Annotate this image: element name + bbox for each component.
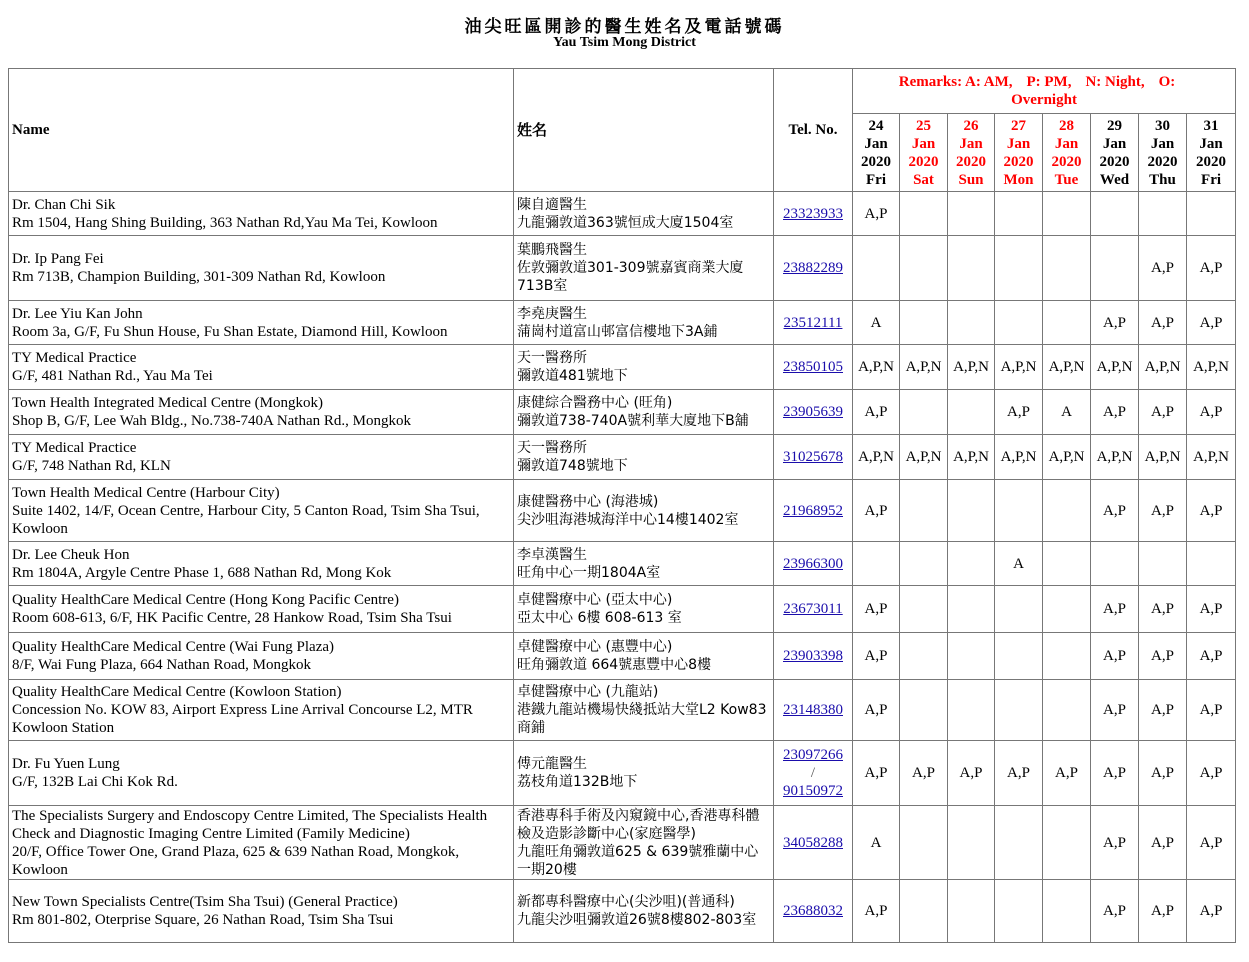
page-title-zh: 油尖旺區開診的醫生姓名及電話號碼 (464, 17, 785, 37)
session-cell: A,P (1091, 301, 1139, 345)
session-cell (1091, 236, 1139, 301)
session-cell (948, 480, 995, 542)
date-day: 28 (1059, 117, 1074, 134)
tel-cell (774, 880, 853, 943)
session-cell: A,P (853, 480, 900, 542)
session-cell (1139, 542, 1187, 586)
table-row (9, 806, 1236, 880)
tel-link[interactable]: 23148380 (783, 702, 843, 718)
session-cell (900, 301, 948, 345)
chinese-name-cell (514, 633, 774, 680)
session-cell (900, 542, 948, 586)
doctor-name-cell (9, 236, 514, 301)
tel-separator: / (810, 765, 816, 781)
session-cell: A,P (1091, 880, 1139, 943)
session-cell (1043, 880, 1091, 943)
tel-cell (774, 680, 853, 741)
session-cell: A,P (853, 741, 900, 806)
session-cell: A,P (1139, 880, 1187, 943)
session-cell: A,P (1187, 480, 1236, 542)
session-cell: A,P,N (1187, 345, 1236, 390)
doctor-name: Quality HealthCare Medical Centre (Wai Fung Plaza) (12, 639, 335, 655)
date-header (948, 114, 995, 192)
session-cell (995, 586, 1043, 633)
session-cell (948, 390, 995, 435)
date-dow: Fri (1201, 171, 1222, 188)
doctor-address: Room 3a, G/F, Fu Shun House, Fu Shan Estate, Diamond Hill, Kowloon (12, 323, 448, 340)
session-cell (995, 301, 1043, 345)
session-cell: A,P (853, 880, 900, 943)
doctor-name: TY Medical Practice (12, 440, 137, 456)
doctor-chinese-address: 旺角彌敦道 664號惠豐中心8樓 (517, 657, 712, 673)
doctor-address: G/F, 132B Lai Chi Kok Rd. (12, 774, 178, 790)
date-day: 27 (1011, 117, 1026, 134)
session-cell (853, 236, 900, 301)
session-cell: A (853, 806, 900, 880)
date-yr: 2020 (1099, 153, 1130, 170)
doctor-name: Dr. Lee Cheuk Hon (12, 546, 130, 563)
session-cell: A,P (1187, 390, 1236, 435)
session-cell (900, 680, 948, 741)
session-cell (1043, 542, 1091, 586)
date-mon: Jan (1150, 135, 1175, 152)
doctor-chinese-address: 旺角中心一期1804A室 (517, 564, 661, 581)
date-day: 26 (963, 117, 979, 134)
session-cell: A,P (1091, 741, 1139, 806)
tel-link[interactable]: 23512111 (783, 314, 843, 331)
session-cell: A,P (1139, 480, 1187, 542)
session-cell: A,P,N (948, 435, 995, 480)
session-cell (995, 880, 1043, 943)
session-cell (948, 586, 995, 633)
session-cell: A,P (853, 680, 900, 741)
date-day: 25 (916, 117, 931, 134)
chinese-name-cell (514, 301, 774, 345)
session-cell: A,P (1187, 806, 1236, 880)
doctor-chinese-name: 傅元龍醫生 (517, 756, 587, 772)
tel-link[interactable]: 21968952 (783, 502, 843, 519)
doctor-name: Quality HealthCare Medical Centre (Hong Kong Pacific Centre) (12, 592, 399, 608)
chinese-name-cell (514, 236, 774, 301)
date-mon: Jan (959, 135, 983, 152)
table-row (9, 435, 1236, 480)
session-cell (900, 390, 948, 435)
session-cell (900, 192, 948, 236)
table-row (9, 586, 1236, 633)
date-day: 29 (1107, 117, 1122, 134)
date-yr: 2020 (1147, 153, 1178, 170)
header-tel: Tel. No. (774, 69, 853, 192)
doctor-chinese-address: 九龍彌敦道363號恒成大廈1504室 (517, 214, 734, 231)
doctor-chinese-address: 彌敦道738-740A號利華大廈地下B舖 (517, 413, 749, 429)
doctor-chinese-name: 香港專科手術及內窺鏡中心,香港專科體檢及造影診斷中心(家庭醫學) (517, 807, 760, 842)
tel-cell (774, 586, 853, 633)
table-row (9, 236, 1236, 301)
date-header (1139, 114, 1187, 192)
date-yr: 2020 (1051, 153, 1082, 170)
header-name: Name (9, 69, 514, 192)
tel-link[interactable]: 23882289 (783, 260, 843, 276)
table-row (9, 480, 1236, 542)
doctor-chinese-name: 天一醫務所 (517, 440, 587, 456)
session-cell (995, 680, 1043, 741)
date-mon: Jan (1102, 135, 1127, 152)
doctor-name-cell (9, 192, 514, 236)
chinese-name-cell (514, 586, 774, 633)
date-mon: Jan (1199, 135, 1223, 152)
session-cell: A,P (1139, 236, 1187, 301)
session-cell (1043, 480, 1091, 542)
session-cell (995, 633, 1043, 680)
session-cell: A,P,N (995, 345, 1043, 390)
date-dow: Sat (913, 171, 934, 188)
session-cell: A (853, 301, 900, 345)
remarks-am: Remarks: A: AM, (898, 74, 1013, 90)
doctor-name-cell (9, 680, 514, 741)
session-cell: A,P,N (995, 435, 1043, 480)
tel-link[interactable]: 34058288 (783, 834, 843, 851)
session-cell (1139, 192, 1187, 236)
session-cell: A,P (1139, 301, 1187, 345)
table-row (9, 390, 1236, 435)
tel-cell (774, 435, 853, 480)
chinese-name-cell (514, 542, 774, 586)
session-cell: A,P,N (1139, 345, 1187, 390)
table-row (9, 680, 1236, 741)
chinese-name-cell (514, 192, 774, 236)
date-dow: Sun (958, 171, 984, 188)
session-cell: A,P (1187, 880, 1236, 943)
tel-link[interactable]: 90150972 (783, 783, 843, 799)
doctor-name: Quality HealthCare Medical Centre (Kowloon Station) (12, 684, 342, 700)
doctor-name: The Specialists Surgery and Endoscopy Centre Limited, The Specialists Health Check and Diagnostic Imaging Centre Limited (Family Medicine) (12, 807, 488, 842)
doctor-name-cell (9, 633, 514, 680)
doctor-chinese-name: 卓健醫療中心 (亞太中心) (517, 592, 673, 608)
session-cell: A,P (1187, 741, 1236, 806)
date-yr: 2020 (861, 153, 891, 170)
date-day: 24 (868, 117, 884, 134)
doctor-address: Rm 1504, Hang Shing Building, 363 Nathan Rd,Yau Ma Tei, Kowloon (12, 214, 438, 231)
doctor-name: Dr. Chan Chi Sik (12, 196, 116, 213)
session-cell (948, 236, 995, 301)
doctor-address: Rm 1804A, Argyle Centre Phase 1, 688 Nathan Rd, Mong Kok (12, 564, 392, 581)
session-cell: A,P (900, 741, 948, 806)
doctor-chinese-name: 李堯庚醫生 (517, 305, 587, 322)
remarks-overnight: Overnight (1011, 92, 1077, 108)
session-cell (1043, 236, 1091, 301)
doctor-chinese-name: 李卓漢醫生 (517, 546, 587, 563)
doctor-chinese-name: 陳自適醫生 (517, 196, 587, 213)
date-day: 30 (1155, 117, 1170, 134)
doctor-name: Dr. Lee Yiu Kan John (12, 305, 143, 322)
doctor-chinese-address: 尖沙咀海港城海洋中心14樓1402室 (517, 511, 739, 528)
session-cell: A,P (1187, 586, 1236, 633)
doctor-address: 8/F, Wai Fung Plaza, 664 Nathan Road, Mongkok (12, 657, 311, 673)
chinese-name-cell (514, 680, 774, 741)
table-row (9, 542, 1236, 586)
session-cell (900, 480, 948, 542)
session-cell: A,P (1187, 301, 1236, 345)
session-cell: A,P (995, 390, 1043, 435)
tel-link[interactable]: 31025678 (783, 449, 843, 465)
doctor-address: 20/F, Office Tower One, Grand Plaza, 625 & 639 Nathan Road, Mongkok, Kowloon (12, 843, 460, 878)
chinese-name-cell (514, 480, 774, 542)
date-yr: 2020 (908, 153, 939, 170)
header-chinese-name: 姓名 (514, 69, 774, 192)
session-cell (948, 301, 995, 345)
session-cell (948, 192, 995, 236)
session-cell: A,P,N (1091, 345, 1139, 390)
session-cell: A,P (1091, 680, 1139, 741)
session-cell (948, 806, 995, 880)
session-cell (1091, 542, 1139, 586)
chinese-name-cell (514, 880, 774, 943)
doctor-name-cell (9, 345, 514, 390)
chinese-name-cell (514, 345, 774, 390)
date-dow: Wed (1099, 171, 1130, 188)
session-cell (1043, 633, 1091, 680)
session-cell (995, 480, 1043, 542)
doctor-name-cell (9, 880, 514, 943)
doctor-chinese-address: 佐敦彌敦道301-309號嘉賓商業大廈713B室 (517, 260, 744, 294)
remarks-overnight-code: O: (1158, 74, 1176, 90)
session-cell: A,P,N (1091, 435, 1139, 480)
session-cell: A,P (1091, 586, 1139, 633)
doctor-chinese-address: 荔枝角道132B地下 (517, 774, 638, 790)
session-cell: A,P (853, 390, 900, 435)
doctor-name: Town Health Integrated Medical Centre (Mongkok) (12, 395, 323, 411)
session-cell (948, 633, 995, 680)
doctor-address: Suite 1402, 14/F, Ocean Centre, Harbour City, 5 Canton Road, Tsim Sha Tsui, Kowloon (12, 502, 480, 537)
tel-cell (774, 633, 853, 680)
doctor-address: Concession No. KOW 83, Airport Express Line Arrival Concourse L2, MTR Kowloon Station (12, 702, 473, 736)
session-cell: A,P (1091, 480, 1139, 542)
doctor-chinese-address: 九龍旺角彌敦道625 & 639號雅蘭中心一期20樓 (517, 843, 759, 878)
session-cell (900, 880, 948, 943)
tel-link[interactable]: 23905639 (783, 404, 843, 420)
session-cell: A,P (1091, 806, 1139, 880)
session-cell (948, 542, 995, 586)
date-mon: Jan (911, 135, 936, 152)
session-cell: A,P (1139, 390, 1187, 435)
doctor-chinese-address: 九龍尖沙咀彌敦道26號8樓802-803室 (517, 912, 757, 928)
session-cell: A,P (1043, 741, 1091, 806)
date-dow: Fri (866, 171, 886, 188)
session-cell: A,P,N (900, 345, 948, 390)
doctor-address: G/F, 481 Nathan Rd., Yau Ma Tei (12, 368, 213, 384)
session-cell: A,P,N (948, 345, 995, 390)
doctor-name: Town Health Medical Centre (Harbour City) (12, 484, 280, 501)
session-cell: A (995, 542, 1043, 586)
doctor-address: Rm 713B, Champion Building, 301-309 Nathan Rd, Kowloon (12, 269, 386, 285)
session-cell: A,P (1139, 806, 1187, 880)
remarks-legend (853, 69, 1236, 114)
date-header (1043, 114, 1091, 192)
session-cell: A,P (853, 633, 900, 680)
doctor-name: Dr. Ip Pang Fei (12, 251, 104, 267)
doctor-chinese-address: 港鐵九龍站機場快綫抵站大堂L2 Kow83商鋪 (517, 702, 767, 736)
table-row (9, 192, 1236, 236)
tel-cell (774, 806, 853, 880)
doctor-name-cell (9, 480, 514, 542)
doctor-chinese-name: 卓健醫療中心 (九龍站) (517, 684, 659, 700)
session-cell: A,P (1187, 633, 1236, 680)
doctor-chinese-address: 亞太中心 6樓 608-613 室 (517, 610, 682, 626)
date-header (1091, 114, 1139, 192)
doctor-name-cell (9, 390, 514, 435)
session-cell (1091, 192, 1139, 236)
tel-link[interactable]: 23323933 (783, 205, 843, 222)
doctor-chinese-name: 葉鵬飛醫生 (517, 242, 587, 258)
doctor-address: Rm 801-802, Oterprise Square, 26 Nathan Road, Tsim Sha Tsui (12, 912, 394, 928)
tel-link[interactable]: 23688032 (783, 903, 843, 919)
date-mon: Jan (1054, 135, 1079, 152)
chinese-name-cell (514, 806, 774, 880)
doctor-chinese-name: 卓健醫療中心 (惠豐中心) (517, 639, 673, 655)
session-cell: A,P,N (853, 435, 900, 480)
date-header (853, 114, 900, 192)
tel-cell (774, 236, 853, 301)
session-cell: A,P,N (1139, 435, 1187, 480)
session-cell: A,P (1187, 680, 1236, 741)
doctor-address: Room 608-613, 6/F, HK Pacific Centre, 28 Hankow Road, Tsim Sha Tsui (12, 610, 452, 626)
table-row (9, 741, 1236, 806)
doctor-name-cell (9, 741, 514, 806)
session-cell: A,P (1139, 741, 1187, 806)
tel-link[interactable]: 23673011 (783, 601, 843, 617)
session-cell: A,P (948, 741, 995, 806)
doctor-chinese-address: 彌敦道481號地下 (517, 368, 628, 384)
session-cell: A,P (853, 586, 900, 633)
session-cell: A (1043, 390, 1091, 435)
date-mon: Jan (1006, 135, 1031, 152)
table-row (9, 301, 1236, 345)
table-row (9, 345, 1236, 390)
chinese-name-cell (514, 435, 774, 480)
doctor-name: TY Medical Practice (12, 350, 137, 366)
tel-link[interactable]: 23850105 (783, 359, 843, 375)
date-mon: Jan (864, 135, 888, 152)
session-cell: A,P (1091, 390, 1139, 435)
session-cell: A,P (1139, 633, 1187, 680)
session-cell: A,P (1187, 236, 1236, 301)
session-cell (995, 192, 1043, 236)
date-yr: 2020 (1196, 153, 1227, 170)
session-cell (900, 586, 948, 633)
session-cell (853, 542, 900, 586)
table-row (9, 880, 1236, 943)
session-cell (1187, 192, 1236, 236)
session-cell (995, 806, 1043, 880)
tel-cell (774, 192, 853, 236)
session-cell (948, 680, 995, 741)
session-cell (900, 633, 948, 680)
session-cell: A,P (1139, 680, 1187, 741)
session-cell (1043, 680, 1091, 741)
doctor-name-cell (9, 435, 514, 480)
session-cell: A,P (995, 741, 1043, 806)
date-header (995, 114, 1043, 192)
doctor-name: Dr. Fu Yuen Lung (12, 756, 120, 772)
tel-cell (774, 390, 853, 435)
session-cell (995, 236, 1043, 301)
doctor-chinese-name: 新都專科醫療中心(尖沙咀)(普通科) (517, 894, 735, 910)
remarks-night: N: Night, (1085, 74, 1145, 90)
date-yr: 2020 (1003, 153, 1034, 170)
date-day: 31 (1203, 117, 1219, 134)
session-cell (1043, 192, 1091, 236)
doctors-table (8, 68, 1236, 943)
remarks-pm: P: PM, (1026, 74, 1072, 90)
doctor-address: Shop B, G/F, Lee Wah Bldg., No.738-740A Nathan Rd., Mongkok (12, 413, 411, 429)
chinese-name-cell (514, 390, 774, 435)
session-cell (1043, 806, 1091, 880)
tel-cell (774, 741, 853, 806)
tel-link[interactable]: 23097266 (783, 747, 843, 763)
tel-cell (774, 542, 853, 586)
doctor-chinese-name: 康健綜合醫務中心 (旺角) (517, 395, 673, 411)
session-cell (1043, 301, 1091, 345)
tel-cell (774, 345, 853, 390)
session-cell: A,P,N (1043, 345, 1091, 390)
session-cell: A,P (1139, 586, 1187, 633)
doctor-name: New Town Specialists Centre(Tsim Sha Tsui) (General Practice) (12, 894, 398, 910)
doctor-address: G/F, 748 Nathan Rd, KLN (12, 458, 171, 474)
session-cell: A,P,N (853, 345, 900, 390)
doctor-name-cell (9, 806, 514, 880)
tel-link[interactable]: 23903398 (783, 648, 843, 664)
tel-link[interactable]: 23966300 (783, 555, 843, 572)
doctor-name-cell (9, 586, 514, 633)
chinese-name-cell (514, 741, 774, 806)
date-header (900, 114, 948, 192)
doctor-chinese-name: 天一醫務所 (517, 350, 587, 366)
doctor-name-cell (9, 301, 514, 345)
date-dow: Mon (1003, 171, 1034, 188)
date-dow: Tue (1054, 171, 1079, 188)
session-cell (1043, 586, 1091, 633)
doctor-name-cell (9, 542, 514, 586)
page-title-en: Yau Tsim Mong District (553, 35, 696, 50)
table-row (9, 633, 1236, 680)
session-cell (900, 236, 948, 301)
tel-cell (774, 301, 853, 345)
doctor-chinese-address: 蒲崗村道富山邨富信樓地下3A鋪 (517, 323, 718, 340)
date-dow: Thu (1149, 171, 1176, 188)
session-cell (1187, 542, 1236, 586)
session-cell: A,P,N (900, 435, 948, 480)
doctor-chinese-name: 康健醫務中心 (海港城) (517, 493, 659, 510)
session-cell (948, 880, 995, 943)
date-yr: 2020 (956, 153, 986, 170)
tel-cell (774, 480, 853, 542)
session-cell: A,P (853, 192, 900, 236)
session-cell: A,P,N (1043, 435, 1091, 480)
session-cell: A,P (1091, 633, 1139, 680)
doctor-chinese-address: 彌敦道748號地下 (517, 458, 628, 474)
date-header (1187, 114, 1236, 192)
session-cell: A,P,N (1187, 435, 1236, 480)
session-cell (900, 806, 948, 880)
